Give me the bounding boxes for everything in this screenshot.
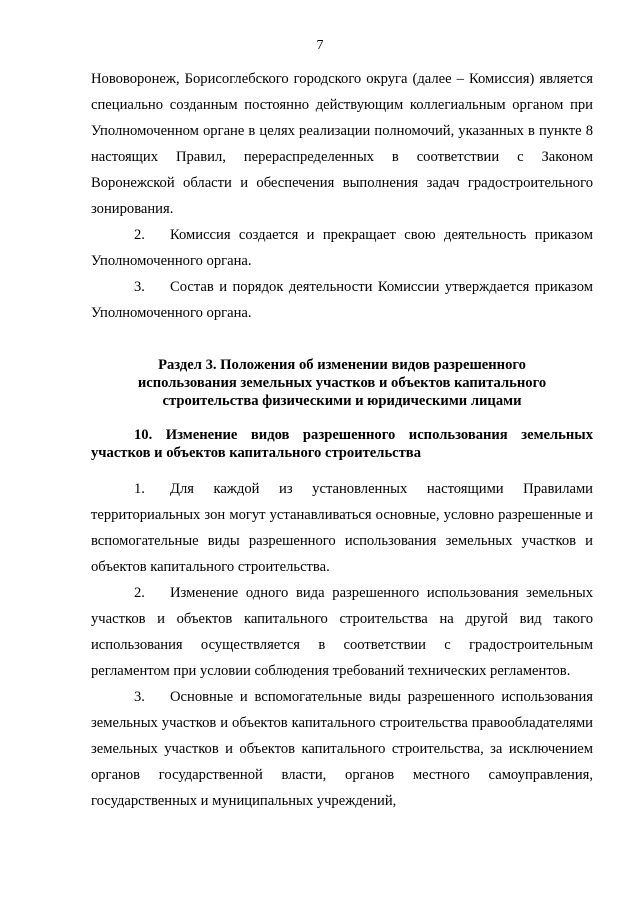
item-text: Комиссия создается и прекращает свою деятельность приказом Уполномоченного органа. (91, 227, 593, 269)
page-number: 7 (316, 38, 324, 53)
item-number: 3. (134, 279, 145, 295)
paragraph-item-2 (91, 222, 593, 274)
paragraph-commission-definition: Нововоронеж, Борисоглебского городского округа (далее – Комиссия) является специально созданным постоянно действующим коллегиальным органом при Уполномоченном органе в целях реализации полномочий, указанных в пункте 8 настоящих Правил, перераспределенных в соответствии с Законом Воронежской области и обеспечения выполнения задач градостроительного зонирования. (91, 71, 593, 217)
article-item-2 (91, 580, 593, 684)
item-text: Состав и порядок деятельности Комиссии утверждается приказом Уполномоченного органа. (91, 279, 593, 321)
item-number: 3. (134, 689, 145, 705)
item-text: Для каждой из установленных настоящими Правилами территориальных зон могут устанавливаться основные, условно разрешенные и вспомогательные виды разрешенного использования земельных участков и объектов капитального строительства. (91, 481, 593, 575)
item-number: 1. (134, 481, 145, 497)
item-number: 2. (134, 227, 145, 243)
article-heading: 10. Изменение видов разрешенного использования земельных участков и объектов капитального строительства (91, 427, 593, 461)
paragraph-item-3 (91, 274, 593, 326)
section-heading: Раздел 3. Положения об изменении видов разрешенного использования земельных участков и объектов капитального строительства физическими и юридическими лицами (137, 357, 547, 409)
article-item-1 (91, 476, 593, 580)
item-number: 2. (134, 585, 145, 601)
item-text: Изменение одного вида разрешенного использования земельных участков и объектов капитального строительства на другой вид такого использования осуществляется в соответствии с градостроительным регламентом при условии соблюдения требований технических регламентов. (91, 585, 593, 679)
item-text: Основные и вспомогательные виды разрешенного использования земельных участков и объектов капитального строительства правообладателями земельных участков и объектов капитального строительства, за исключением органов государственной власти, органов местного самоуправления, государственных и муниципальных учреждений, (91, 689, 593, 809)
article-item-3 (91, 684, 593, 814)
page-content (91, 66, 593, 814)
